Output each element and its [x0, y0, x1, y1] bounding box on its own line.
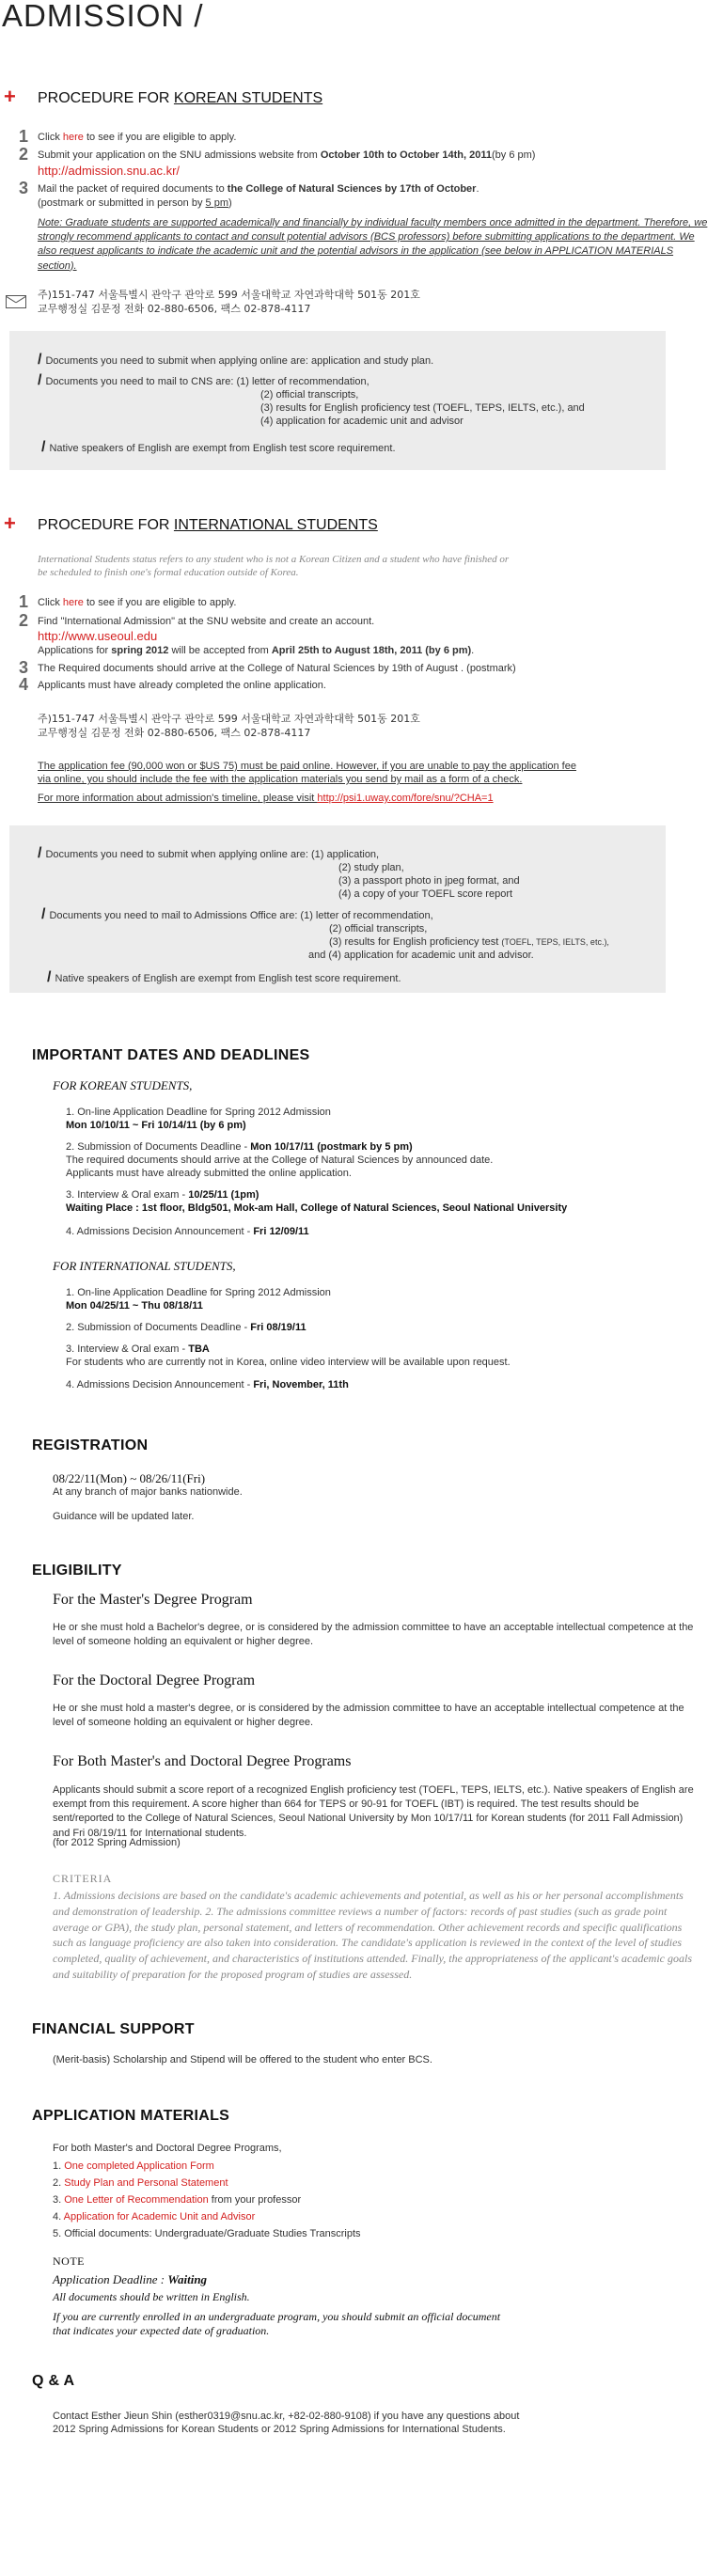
- dates-korean-heading: FOR KOREAN STUDENTS,: [53, 1078, 193, 1092]
- dates-heading: IMPORTANT DATES AND DEADLINES: [32, 1047, 310, 1063]
- financial-text: (Merit-basis) Scholarship and Stipend will be offered to the student who enter BCS.: [53, 2054, 432, 2066]
- criteria-text: 1. Admissions decisions are based on the candidate's academic achievements and potential, as well as his or her personal accomplishments and demonstration of leadership. 2. The admissions committee reviews a number of factors: records of past studies (such as grade point average or GPA), the study plan, personal statement, and letters of recommendation. Other achievement records and specific qualifications such as language proficiency are also taken into consideration. The candidate's application is reviewed in the context of the level of studies completed, quality of achievement, and characteristics of institutions attended. Finally, the appropriateness of the applicant's academic goals and suitability of preparation for the proposed program of studies are assessed.: [53, 1889, 693, 1981]
- dates-k2c: Applicants must have already submitted the online application.: [66, 1168, 352, 1179]
- note-3: that indicates your expected date of graduation.: [53, 2324, 270, 2337]
- intl-documents-box: [9, 825, 666, 993]
- step-number: 1: [19, 127, 29, 146]
- note-1: All documents should be written in English.: [53, 2290, 250, 2303]
- korean-step-1: Click here to see if you are eligible to apply.: [38, 132, 237, 143]
- qa-text-1: Contact Esther Jieun Shin (esther0319@snu.ac.kr, +82-02-880-9108) if you have any questions about: [53, 2411, 520, 2422]
- intl-box-line-1d: (4) a copy of your TOEFL score report: [338, 888, 513, 900]
- note-heading: NOTE: [53, 2254, 85, 2268]
- plus-icon: +: [4, 85, 16, 108]
- financial-heading: FINANCIAL SUPPORT: [32, 2021, 195, 2037]
- intl-step-4: Applicants must have already completed the online application.: [38, 680, 326, 691]
- materials-item-2: 2. Study Plan and Personal Statement: [53, 2177, 228, 2189]
- korean-address-2: 교무행정실 김문정 전화 02-880-6506, 팩스 02-878-4117: [38, 303, 311, 315]
- dates-i1b: Mon 04/25/11 ~ Thu 08/18/11: [66, 1300, 203, 1312]
- dates-i3b: For students who are currently not in Korea, online video interview will be available upon request.: [66, 1357, 511, 1368]
- intl-step-3: The Required documents should arrive at the College of Natural Sciences by 19th of August . (postmark): [38, 663, 516, 674]
- korean-note: Note: Graduate students are supported academically and financially by individual faculty members once admitted in the department. Therefore, we strongly recommend applicants to contact and consult potential advisors (BCS professors) before submitting applications to the department. We also request applicants to indicate the academic unit and the potential advisors in the application (see below in APPLICATION MATERIALS section).: [38, 217, 708, 272]
- korean-box-line-2c: (3) results for English proficiency test (TOEFL, TEPS, IELTS, etc.), and: [260, 402, 585, 414]
- registration-dates: 08/22/11(Mon) ~ 08/26/11(Fri): [53, 1471, 206, 1485]
- doctoral-text: He or she must hold a master's degree, or is considered by the admission committee to have an acceptable intellectual competence at the level of someone holding an equivalent or higher degree.: [53, 1703, 684, 1729]
- eligibility-heading: ELIGIBILITY: [32, 1563, 122, 1579]
- intl-more-info: For more information about admission's timeline, please visit http://psi1.uway.com/fore/snu/?CHA=1: [38, 793, 494, 804]
- masters-text: He or she must hold a Bachelor's degree, or is considered by the admission committee to have an acceptable intellectual competence at the level of someone holding an equivalent or higher degree.: [53, 1622, 694, 1648]
- korean-box-line-2: / Documents you need to mail to CNS are: (1) letter of recommendation,: [38, 372, 369, 388]
- useoul-link[interactable]: http://www.useoul.edu: [38, 629, 158, 643]
- step-number: 3: [19, 179, 29, 197]
- korean-step-3: Mail the packet of required documents to the College of Natural Sciences by 17th of October.: [38, 183, 479, 195]
- dates-intl-heading: FOR INTERNATIONAL STUDENTS,: [53, 1259, 236, 1273]
- intl-box-line-1c: (3) a passport photo in jpeg format, and: [338, 875, 520, 887]
- recommendation-link[interactable]: One Letter of Recommendation: [64, 2194, 209, 2206]
- korean-box-line-2d: (4) application for academic unit and advisor: [260, 416, 464, 427]
- intl-box-line-1b: (2) study plan,: [338, 862, 404, 873]
- dates-k1: 1. On-line Application Deadline for Spring 2012 Admission: [66, 1107, 331, 1118]
- page-title: ADMISSION /: [2, 0, 204, 33]
- korean-documents-box: [9, 331, 666, 470]
- registration-where: At any branch of major banks nationwide.: [53, 1486, 243, 1498]
- intl-box-line-2b: (2) official transcripts,: [329, 923, 428, 935]
- registration-heading: REGISTRATION: [32, 1437, 149, 1453]
- eligibility-link[interactable]: here: [62, 132, 84, 143]
- step-number: 2: [19, 145, 29, 164]
- snu-admission-link[interactable]: http://admission.snu.ac.kr/: [38, 164, 181, 178]
- uway-link[interactable]: http://psi1.uway.com/fore/snu/?CHA=1: [317, 793, 494, 804]
- korean-box-line-2b: (2) official transcripts,: [260, 389, 359, 401]
- intl-address-1: 주)151-747 서울특별시 관악구 관악로 599 서울대학교 자연과학대학 501동 201호: [38, 713, 420, 725]
- qa-text-2: 2012 Spring Admissions for Korean Students or 2012 Spring Admissions for International Students.: [53, 2424, 506, 2435]
- materials-item-5: 5. Official documents: Undergraduate/Graduate Studies Transcripts: [53, 2228, 361, 2239]
- intl-intro-1: International Students status refers to any student who is not a Korean Citizen and a student who have finished or: [38, 554, 510, 565]
- step-number: 3: [19, 658, 29, 677]
- korean-step-3-line2: (postmark or submitted in person by 5 pm): [38, 197, 232, 209]
- materials-intro: For both Master's and Doctoral Degree Programs,: [53, 2143, 282, 2154]
- step-number: 2: [19, 611, 29, 630]
- dates-k2: 2. Submission of Documents Deadline - Mon 10/17/11 (postmark by 5 pm): [66, 1141, 413, 1153]
- materials-item-4: 4. Application for Academic Unit and Advisor: [53, 2211, 256, 2223]
- dates-k3: 3. Interview & Oral exam - 10/25/11 (1pm): [66, 1189, 259, 1201]
- plus-icon: +: [4, 511, 16, 535]
- step-number: 1: [19, 592, 29, 611]
- intl-box-line-2c: (3) results for English proficiency test (TOEFL, TEPS, IELTS, etc.),: [329, 936, 609, 948]
- materials-item-3: 3. One Letter of Recommendation from your professor: [53, 2194, 302, 2206]
- intl-step-2: Find "International Admission" at the SNU website and create an account.: [38, 616, 375, 627]
- dates-i2: 2. Submission of Documents Deadline - Fri 08/19/11: [66, 1322, 306, 1333]
- intl-box-line-2d: and (4) application for academic unit and advisor.: [308, 950, 534, 961]
- intl-step-1: Click here to see if you are eligible to apply.: [38, 597, 237, 608]
- materials-item-1: 1. One completed Application Form: [53, 2160, 214, 2172]
- intl-box-line-3: / Native speakers of English are exempt from English test score requirement.: [47, 969, 401, 985]
- dates-i1: 1. On-line Application Deadline for Spring 2012 Admission: [66, 1287, 331, 1298]
- intl-intro-2: be scheduled to finish one's formal education outside of Korea.: [38, 567, 299, 578]
- dates-i4: 4. Admissions Decision Announcement - Fri, November, 11th: [66, 1379, 349, 1390]
- intl-fee-1: The application fee (90,000 won or $US 75) must be paid online. However, if you are unable to pay the application fee: [38, 761, 576, 772]
- qa-heading: Q & A: [32, 2373, 75, 2389]
- mail-icon: [6, 295, 26, 308]
- masters-heading: For the Master's Degree Program: [53, 1592, 253, 1608]
- materials-heading: APPLICATION MATERIALS: [32, 2108, 230, 2124]
- intl-box-line-1: / Documents you need to submit when applying online are: (1) application,: [38, 845, 380, 861]
- note-2: If you are currently enrolled in an undergraduate program, you should submit an official document: [53, 2310, 501, 2323]
- korean-box-line-3: / Native speakers of English are exempt from English test score requirement.: [41, 439, 396, 455]
- dates-k3b: Waiting Place : 1st floor, Bldg501, Mok-am Hall, College of Natural Sciences, Seoul National University: [66, 1202, 568, 1214]
- dates-i3: 3. Interview & Oral exam - TBA: [66, 1343, 210, 1355]
- study-plan-link[interactable]: Study Plan and Personal Statement: [64, 2177, 228, 2189]
- intl-eligibility-link[interactable]: here: [62, 597, 84, 608]
- dates-k4: 4. Admissions Decision Announcement - Fri 12/09/11: [66, 1226, 309, 1237]
- application-form-link[interactable]: One completed Application Form: [64, 2160, 214, 2172]
- korean-box-line-1: / Documents you need to submit when applying online are: application and study plan.: [38, 352, 434, 368]
- korean-step-2: Submit your application on the SNU admissions website from October 10th to October 14th, 2011(by 6 pm): [38, 149, 536, 161]
- dates-k2b: The required documents should arrive at the College of Natural Sciences by announced date.: [66, 1154, 494, 1166]
- both-text-2: (for 2012 Spring Admission): [53, 1837, 181, 1848]
- academic-unit-link[interactable]: Application for Academic Unit and Advisor: [63, 2211, 256, 2223]
- doctoral-heading: For the Doctoral Degree Program: [53, 1673, 256, 1689]
- dates-k1b: Mon 10/10/11 ~ Fri 10/14/11 (by 6 pm): [66, 1120, 246, 1131]
- registration-guidance: Guidance will be updated later.: [53, 1511, 195, 1522]
- intl-box-line-2: / Documents you need to mail to Admissions Office are: (1) letter of recommendation,: [41, 906, 433, 922]
- both-heading: For Both Master's and Doctoral Degree Programs: [53, 1753, 352, 1769]
- deadline-line: Application Deadline : Waiting: [53, 2272, 208, 2286]
- criteria-heading: CRITERIA: [53, 1872, 113, 1885]
- both-text: Applicants should submit a score report of a recognized English proficiency test (TOEFL, TEPS, IELTS, etc.). Native speakers of English are exempt from this requirement. A score higher than 664 for TEPS or 90-91 for TOEFL (IBT) is required. The test results should be sent/reported to the College of Natural Sciences, Seoul National University by Mon 10/17/11 for Korean students (for 2011 Fall Admission) and Fri 08/19/11 for International students.: [53, 1784, 694, 1839]
- intl-step-2b: Applications for spring 2012 will be accepted from April 25th to August 18th, 2011 (by 6 pm).: [38, 645, 475, 656]
- step-number: 4: [19, 675, 29, 694]
- korean-address-1: 주)151-747 서울특별시 관악구 관악로 599 서울대학교 자연과학대학 501동 201호: [38, 289, 420, 301]
- intl-fee-2: via online, you should include the fee with the application materials you send by mail as a form of a check.: [38, 774, 523, 785]
- intl-address-2: 교무행정실 김문정 전화 02-880-6506, 팩스 02-878-4117: [38, 727, 311, 739]
